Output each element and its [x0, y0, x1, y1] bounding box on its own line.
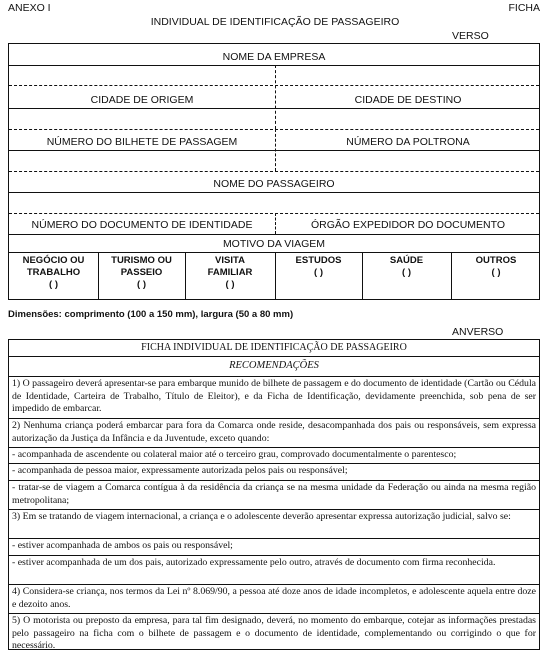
- reason-studies-label: ESTUDOS: [295, 255, 342, 266]
- reason-studies[interactable]: [275, 255, 362, 279]
- annex-label: ANEXO I: [8, 2, 51, 14]
- reason-tourism-line1: TURISMO OU: [111, 255, 172, 266]
- anverso-title-line: [9, 356, 539, 357]
- travel-reason-label: MOTIVO DA VIAGEM: [222, 238, 326, 250]
- company-name-fill-line: [9, 85, 539, 86]
- id-divider: [275, 213, 276, 234]
- reason-family-visit[interactable]: [185, 255, 275, 291]
- verso-form: [8, 43, 540, 300]
- form-title: INDIVIDUAL DE IDENTIFICAÇÃO DE PASSAGEIRO: [150, 16, 400, 28]
- passenger-name-line: [9, 192, 539, 193]
- reason-studies-checkbox[interactable]: ( ): [314, 267, 323, 278]
- city-divider: [275, 65, 276, 129]
- paragraph-2b: - acompanhada de pessoa maior, expressamente autorizada pelos pais ou responsável;: [12, 465, 348, 476]
- id-document-label: NÚMERO DO DOCUMENTO DE IDENTIDADE: [31, 219, 253, 231]
- reason-tourism-line2: PASSEIO: [120, 267, 163, 278]
- reason-family-checkbox[interactable]: ( ): [225, 279, 235, 290]
- reason-business[interactable]: [9, 255, 98, 291]
- travel-reason-line: [9, 252, 539, 253]
- issuing-agency-label: ÓRGÃO EXPEDIDOR DO DOCUMENTO: [310, 219, 506, 231]
- reason-health[interactable]: [362, 255, 451, 279]
- recommendations-heading: RECOMENDAÇÕES: [229, 360, 319, 371]
- anverso-title: FICHA INDIVIDUAL DE IDENTIFICAÇÃO DE PASSAGEIRO: [141, 342, 407, 353]
- reason-business-checkbox[interactable]: ( ): [49, 279, 58, 290]
- reason-health-label: SAÚDE: [389, 255, 424, 266]
- paragraph-2c-line: [9, 509, 539, 510]
- id-line: [9, 234, 539, 235]
- city-fill-line: [9, 129, 539, 130]
- city-line: [9, 108, 539, 109]
- seat-number-label: NÚMERO DA POLTRONA: [346, 136, 470, 148]
- paragraph-3-line: [9, 538, 539, 539]
- reason-business-line1: NEGÓCIO OU: [22, 255, 85, 266]
- paragraph-1: 1) O passageiro deverá apresentar-se para embarque munido de bilhete de passagem e do documento de identidade (Cartão ou Cédula de Identidade, Carteira de Trabalho, Título de Eleitor), e da Ficha de Identificação, devidamente preenchida, sob pena de ser impedido de embarcar.: [12, 378, 537, 414]
- ticket-line: [9, 150, 539, 151]
- paragraph-4: 4) Considera-se criança, nos termos da Lei nº 8.069/90, a pessoa até doze anos de idade incompletos, e adolescente aquela entre doze e dezoito anos.: [12, 586, 536, 610]
- reason-others-checkbox[interactable]: ( ): [491, 267, 501, 278]
- city-destination-label: CIDADE DE DESTINO: [354, 94, 462, 106]
- paragraph-3b: - estiver acompanhada de um dos pais, autorizado expressamente pelo outro, através de documento com firma reconhecida.: [12, 557, 496, 568]
- reason-tourism[interactable]: [98, 255, 185, 291]
- city-origin-label: CIDADE DE ORIGEM: [90, 94, 194, 106]
- reason-family-line1: VISITA: [215, 255, 245, 266]
- paragraph-3a: - estiver acompanhada de ambos os pais ou responsável;: [12, 540, 233, 551]
- paragraph-2b-line: [9, 480, 539, 481]
- ficha-label: FICHA: [508, 2, 540, 14]
- passenger-fill-line: [9, 213, 539, 214]
- passenger-name-label: NOME DO PASSAGEIRO: [213, 178, 335, 190]
- reason-others[interactable]: [451, 255, 541, 279]
- verso-label: VERSO: [452, 30, 489, 42]
- ticket-divider: [275, 129, 276, 171]
- paragraph-1-line: [9, 418, 539, 419]
- paragraph-2-line: [9, 447, 539, 448]
- company-name-label: NOME DA EMPRESA: [222, 51, 326, 63]
- recommendations-line: [9, 376, 539, 377]
- ticket-fill-line: [9, 171, 539, 172]
- paragraph-2: 2) Nenhuma criança poderá embarcar para fora da Comarca onde reside, desacompanhada dos pais ou responsáveis, sem expressa autorização da Justiça da Infância e da Juventude, exceto quando:: [12, 420, 536, 444]
- reason-tourism-checkbox[interactable]: ( ): [137, 279, 146, 290]
- paragraph-2c: - tratar-se de viagem a Comarca contígua à da residência da criança se na mesma unidade da Federação ou ainda na mesma região metropolitana;: [12, 482, 536, 506]
- reason-health-checkbox[interactable]: ( ): [402, 267, 411, 278]
- paragraph-3: 3) Em se tratando de viagem internacional, a criança e o adolescente deverão apresentar expressa autorização judicial, salvo se:: [12, 511, 511, 522]
- paragraph-4-line: [9, 613, 539, 614]
- paragraph-2a-line: [9, 463, 539, 464]
- paragraph-3b-line: [9, 584, 539, 585]
- company-name-line: [9, 65, 539, 66]
- paragraph-5: 5) O motorista ou preposto da empresa, para tal fim designado, deverá, no momento do embarque, cotejar as informações prestadas pelo passageiro na ficha com o bilhete de passagem e o documento de identidade, complementando ou corrigindo o que for necessário.: [12, 615, 536, 651]
- reason-family-line2: FAMILIAR: [207, 267, 253, 278]
- paragraph-3a-line: [9, 555, 539, 556]
- anverso-label: ANVERSO: [452, 326, 504, 338]
- reason-business-line2: TRABALHO: [26, 267, 81, 278]
- anverso-box: [8, 339, 540, 650]
- reason-others-label: OUTROS: [475, 255, 517, 266]
- paragraph-2a: - acompanhada de ascendente ou colateral maior até o terceiro grau, comprovado documentalmente o parentesco;: [12, 449, 457, 460]
- dimensions-note: Dimensões: comprimento (100 a 150 mm), largura (50 a 80 mm): [8, 309, 294, 320]
- ticket-number-label: NÚMERO DO BILHETE DE PASSAGEM: [46, 136, 238, 148]
